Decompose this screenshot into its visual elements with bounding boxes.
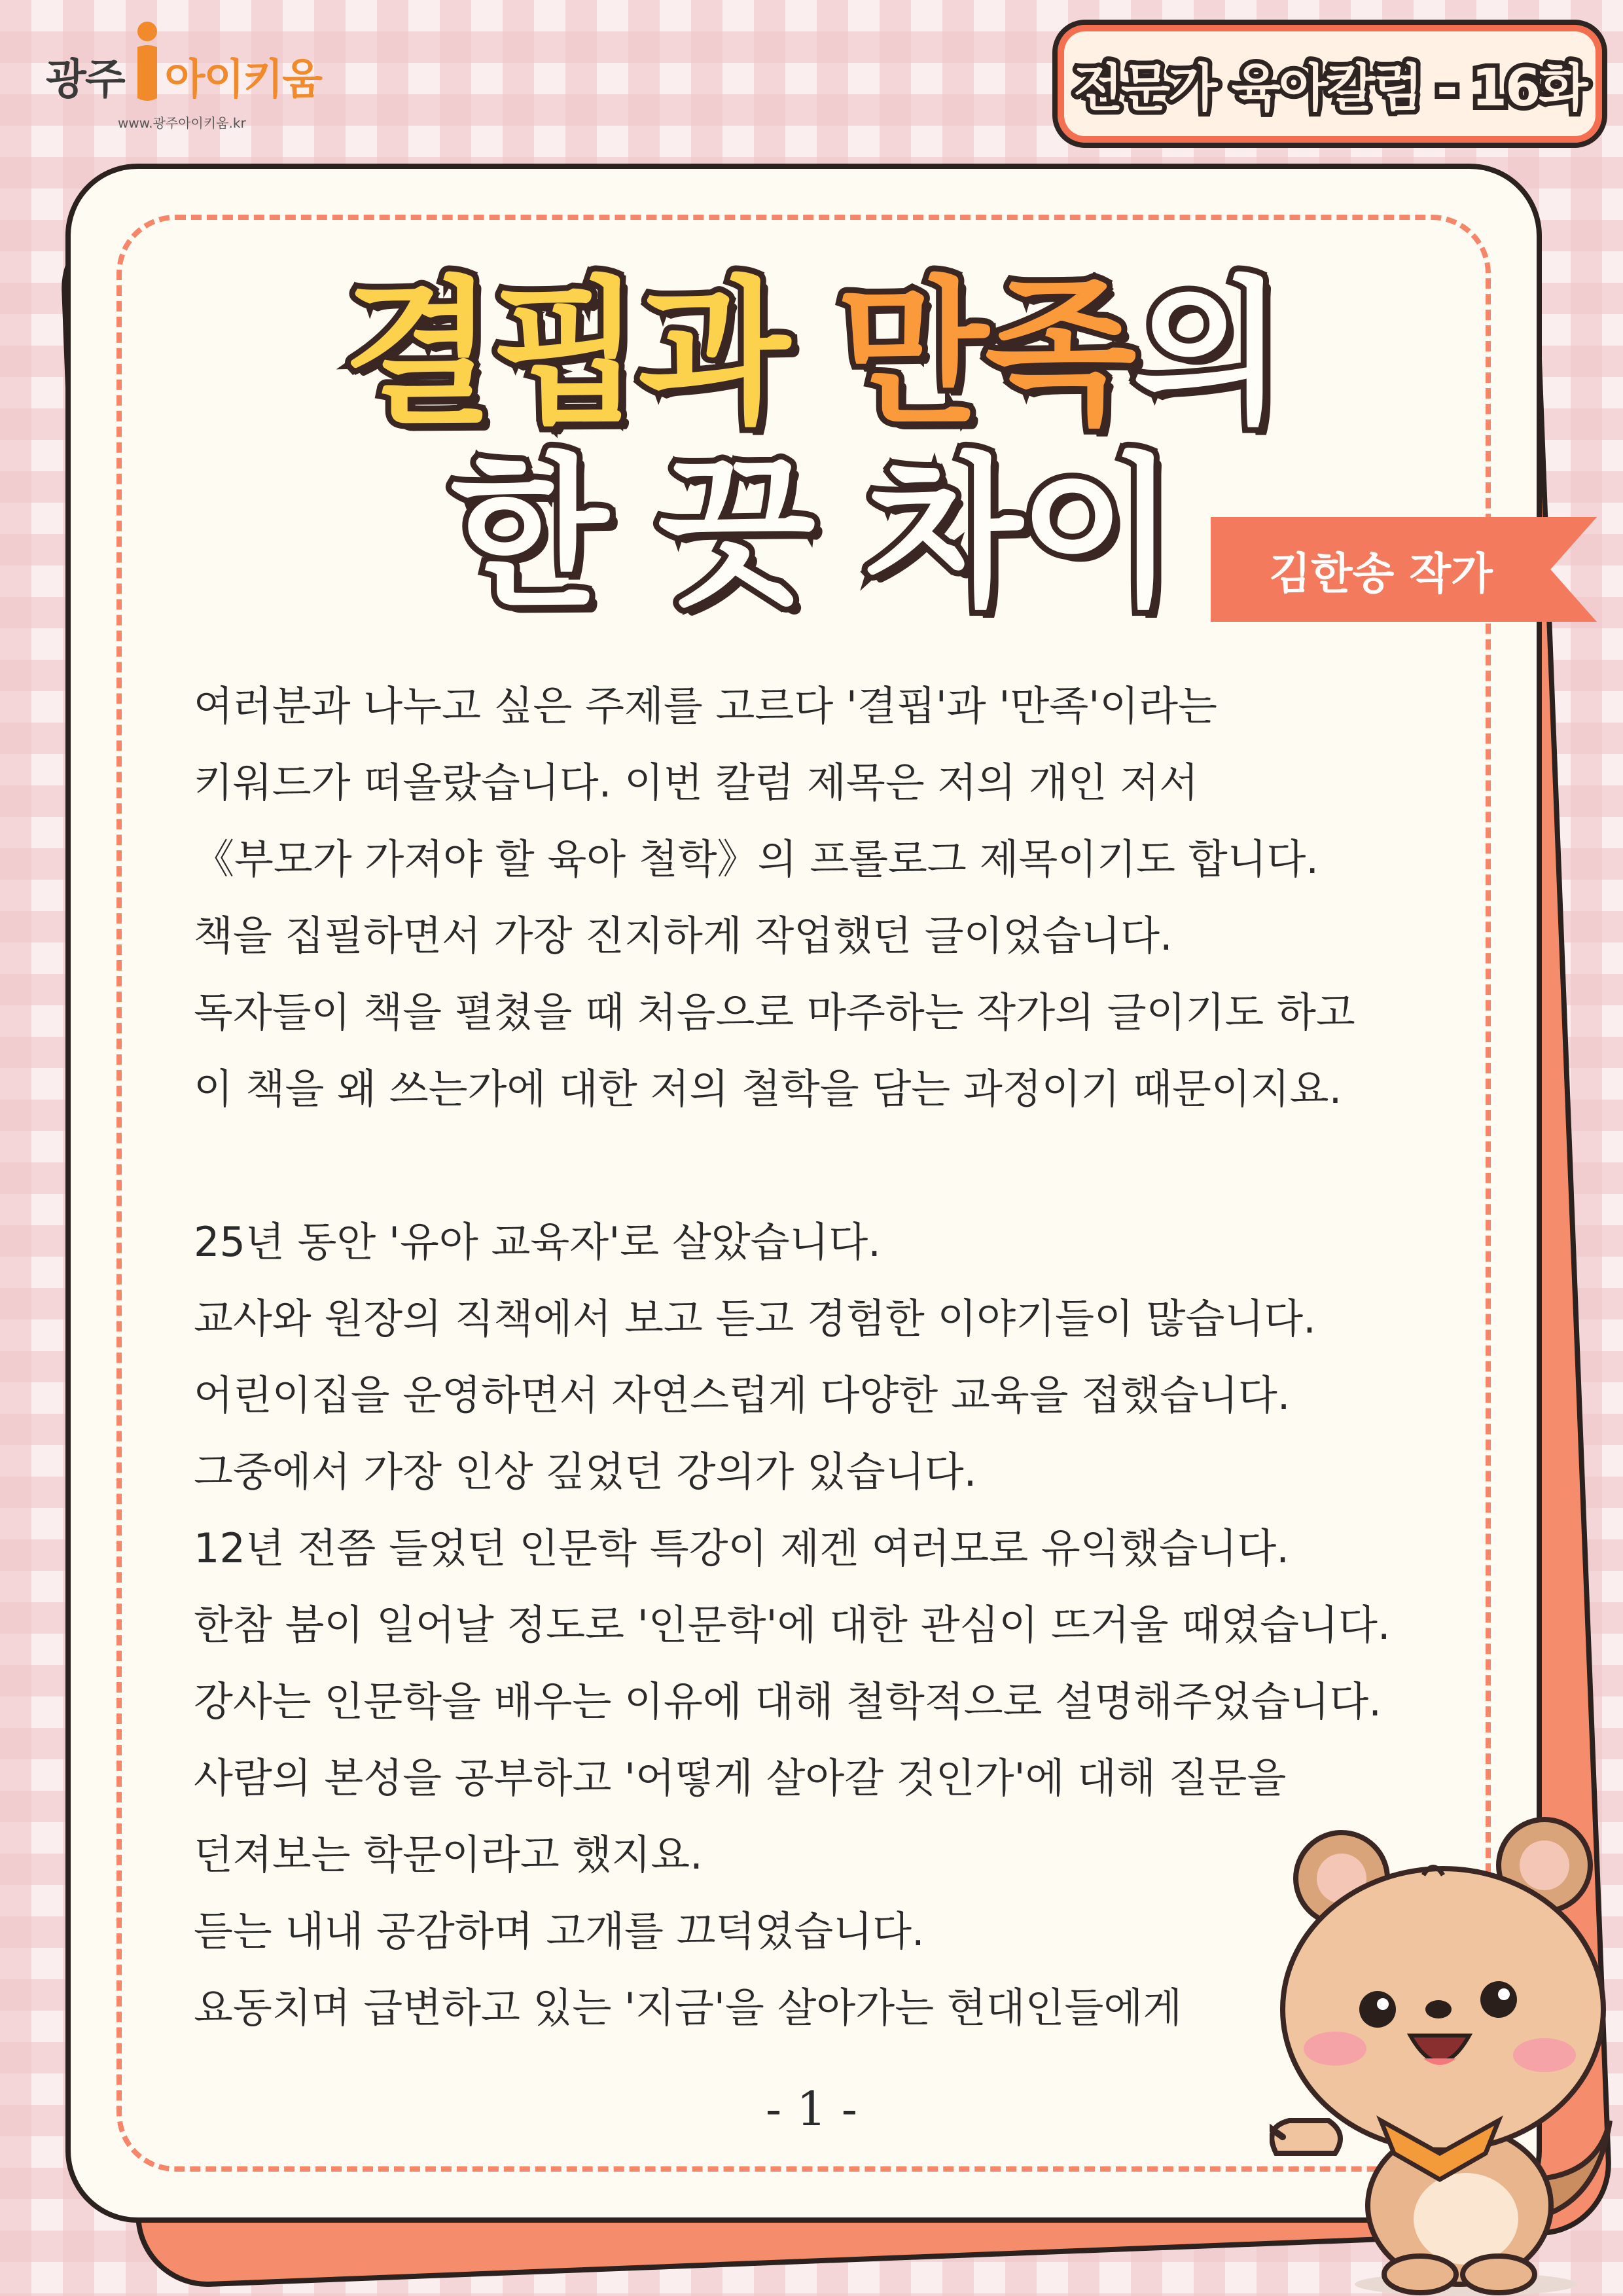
body-line: 키워드가 떠올랐습니다. 이번 칼럼 제목은 저의 개인 저서 bbox=[194, 759, 1199, 806]
logo-brand-prefix: 광주 bbox=[46, 56, 124, 104]
article-body bbox=[194, 668, 1437, 2046]
title-word-satisfaction: 만족 bbox=[836, 262, 1133, 445]
body-line: 한참 붐이 일어날 정도로 '인문학'에 대한 관심이 뜨거울 때였습니다. bbox=[194, 1601, 1391, 1649]
page-title-line-1 bbox=[0, 262, 1623, 445]
body-line: 《부모가 가져야 할 육아 철학》의 프롤로그 제목이기도 합니다. bbox=[194, 835, 1319, 883]
body-line: 독자들이 책을 펼쳤을 때 처음으로 마주하는 작가의 글이기도 하고 bbox=[194, 988, 1355, 1036]
body-line: 책을 집필하면서 가장 진지하게 작업했던 글이었습니다. bbox=[194, 912, 1173, 960]
body-line: 25년 동안 '유아 교육자'로 살았습니다. bbox=[194, 1218, 882, 1266]
paragraph-gap bbox=[194, 1127, 1437, 1204]
page-number: - 1 - bbox=[765, 2081, 858, 2136]
logo-brand-suffix: 아이키움 bbox=[164, 56, 321, 104]
quokka-mascot-icon bbox=[1270, 1813, 1623, 2296]
title-word-of: 의 bbox=[1132, 262, 1281, 445]
body-line: 사람의 본성을 공부하고 '어떻게 살아갈 것인가'에 대해 질문을 bbox=[194, 1754, 1287, 1802]
logo-url: www.광주아이키움.kr bbox=[118, 115, 246, 131]
series-badge-label: 전문가 육아칼럼 - 16화 bbox=[1073, 59, 1586, 118]
body-line: 던져보는 학문이라고 했지요. bbox=[194, 1831, 703, 1878]
body-line: 그중에서 가장 인상 깊었던 강의가 있습니다. bbox=[194, 1448, 977, 1496]
body-line: 12년 전쯤 들었던 인문학 특강이 제겐 여러모로 유익했습니다. bbox=[194, 1524, 1289, 1572]
author-name: 김한송 작가 bbox=[1269, 548, 1493, 599]
body-line: 여러분과 나누고 싶은 주제를 고르다 '결핍'과 '만족'이라는 bbox=[194, 682, 1217, 730]
site-logo[interactable] bbox=[46, 20, 340, 137]
series-badge bbox=[1052, 20, 1607, 148]
body-line: 이 책을 왜 쓰는가에 대한 저의 철학을 담는 과정이기 때문이지요. bbox=[194, 1065, 1342, 1113]
body-line: 듣는 내내 공감하며 고개를 끄덕였습니다. bbox=[194, 1907, 925, 1955]
title-word-difference: 한 끗 차이 bbox=[450, 438, 1173, 628]
person-icon bbox=[124, 20, 170, 105]
logo-wordmark bbox=[46, 46, 321, 106]
body-line: 교사와 원장의 직책에서 보고 듣고 경험한 이야기들이 많습니다. bbox=[194, 1295, 1316, 1342]
body-line: 강사는 인문학을 배우는 이유에 대해 철학적으로 설명해주었습니다. bbox=[194, 1677, 1382, 1725]
body-line: 어린이집을 운영하면서 자연스럽게 다양한 교육을 접했습니다. bbox=[194, 1371, 1291, 1419]
body-line: 요동치며 급변하고 있는 '지금'을 살아가는 현대인들에게 bbox=[194, 1984, 1183, 2032]
title-word-lack: 결핍과 bbox=[342, 262, 837, 445]
